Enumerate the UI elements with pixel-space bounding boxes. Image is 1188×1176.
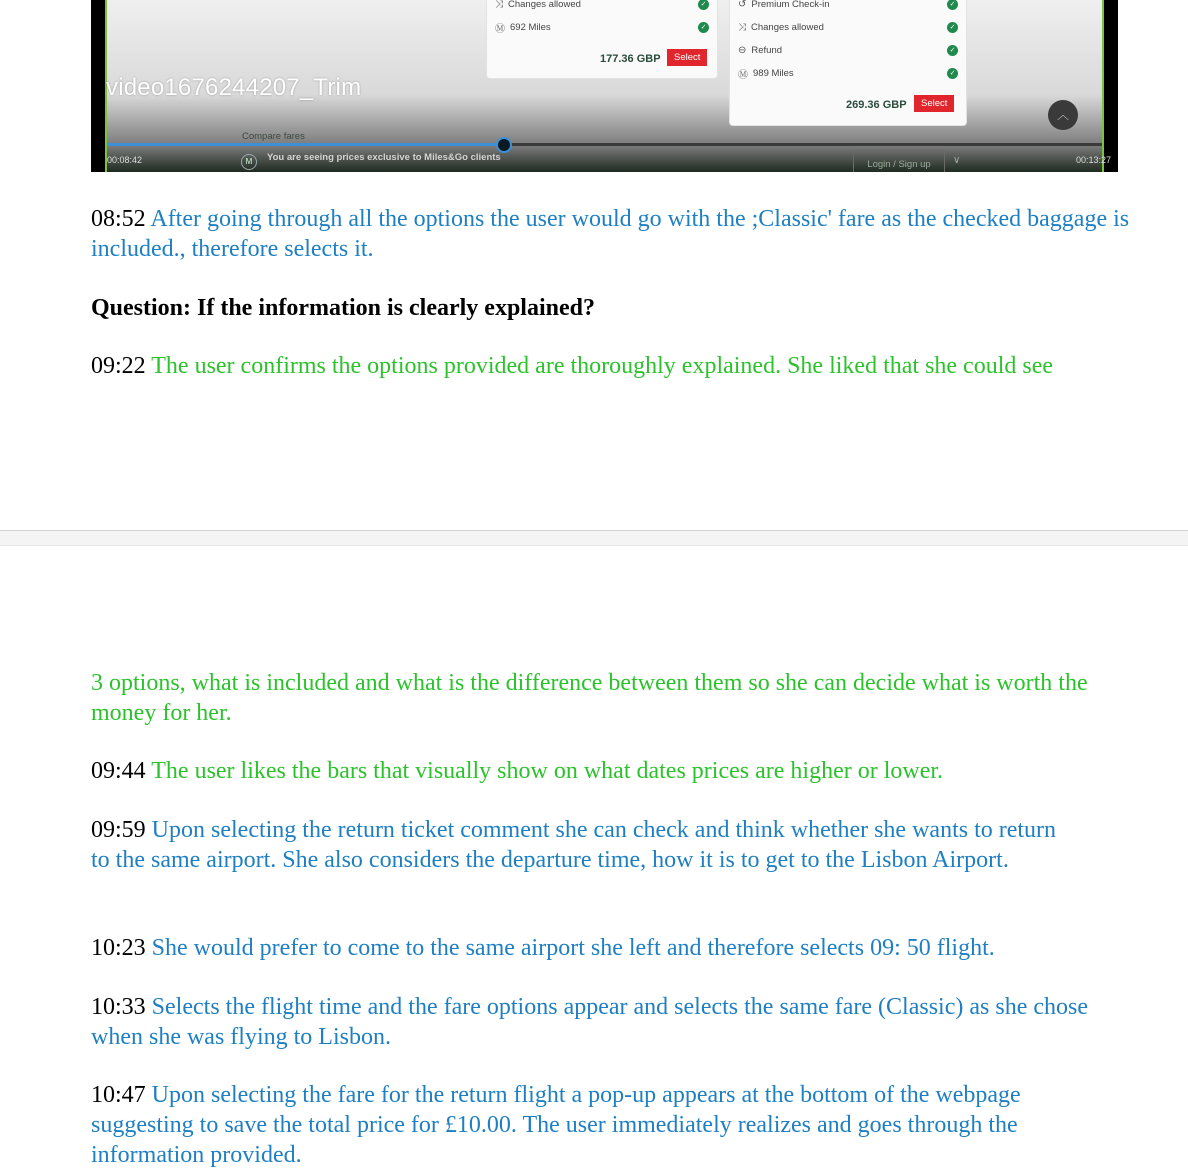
note-text: After going through all the options the user would go with the ;Classic' fare as the checked baggage is included., therefore selects it. [91, 206, 1130, 262]
fare-row [495, 0, 709, 11]
fare-price: 177.36 GBP [600, 53, 661, 65]
fare-row-label: Changes allowed [751, 21, 824, 33]
fare-card-left [486, 0, 718, 79]
fare-card-right [729, 0, 967, 126]
fare-row [738, 66, 958, 80]
select-fare-button[interactable]: Select [667, 49, 707, 66]
check-icon: ✓ [947, 45, 958, 56]
note-text: 3 options, what is included and what is the difference between them so she can decide what is worth the money for her. [91, 670, 1088, 726]
video-title: video1676244207_Trim [106, 74, 362, 101]
video-progress-track[interactable] [107, 143, 1102, 146]
note-text: Upon selecting the fare for the return flight a pop-up appears at the bottom of the webpage suggesting to save the total price for £10.00. The user immediately realizes and goes through the information provided. [91, 1082, 1021, 1168]
fare-row [738, 0, 958, 11]
note-1033 [91, 992, 1131, 1052]
note-text: The user confirms the options provided are thoroughly explained. She liked that she could see [151, 353, 1054, 379]
fare-row-label: 692 Miles [510, 21, 551, 33]
fare-row [738, 43, 958, 57]
fare-row-label: Changes allowed [508, 0, 581, 10]
fare-row-label: 989 Miles [753, 67, 794, 79]
note-0922 [91, 351, 1131, 381]
check-icon: ✓ [947, 0, 958, 10]
note-timestamp: 10:47 [91, 1082, 146, 1108]
note-timestamp: 09:44 [91, 758, 146, 784]
note-timestamp: 09:22 [91, 353, 146, 379]
check-icon: ✓ [947, 68, 958, 79]
shuffle-icon: ⤨ [495, 0, 503, 10]
page-break [0, 530, 1188, 546]
fare-row-label: Premium Check-in [751, 0, 830, 10]
video-progress-handle[interactable] [496, 137, 512, 153]
question-heading: Question: If the information is clearly explained? [91, 295, 595, 321]
exclusive-notice: You are seeing prices exclusive to Miles&Go clients [267, 152, 501, 163]
fare-row [495, 20, 709, 34]
check-icon: ✓ [698, 22, 709, 33]
note-timestamp: 08:52 [91, 206, 146, 232]
refund-icon: ⊖ [738, 44, 747, 56]
video-progress-fill [107, 143, 510, 146]
note-text: The user likes the bars that visually show on what dates prices are higher or lower. [151, 758, 944, 784]
note-timestamp: 10:23 [91, 935, 146, 961]
fare-row [738, 20, 958, 34]
shuffle-icon: ⤨ [738, 21, 746, 33]
note-timestamp: 10:33 [91, 994, 146, 1020]
fare-price: 269.36 GBP [846, 99, 907, 111]
current-time: 00:08:42 [107, 155, 143, 165]
check-icon: ✓ [947, 22, 958, 33]
note-continued [91, 668, 1131, 728]
note-0944 [91, 756, 1131, 786]
note-0959 [91, 815, 1071, 875]
note-timestamp: 09:59 [91, 817, 146, 843]
compare-fares-label: Compare fares [242, 131, 305, 142]
fare-row-label: Refund [751, 44, 783, 56]
miles-badge-icon: M [241, 154, 257, 170]
video-edge-right [1102, 0, 1104, 172]
checkin-icon: ↺ [738, 0, 747, 10]
note-text: Upon selecting the return ticket comment she can check and think whether she wants to return to the same airport. She also considers the departure time, how it is to get to the Lisbon Airport. [91, 817, 1057, 873]
select-fare-button[interactable]: Select [914, 95, 954, 112]
note-text: Selects the flight time and the fare options appear and selects the same fare (Classic) as she chose when she was flying to Lisbon. [91, 994, 1088, 1050]
miles-icon: Ⓜ [738, 69, 748, 81]
total-time: 00:13:27 [1075, 155, 1111, 165]
note-text: She would prefer to come to the same airport she left and therefore selects 09: 50 flight. [151, 935, 995, 961]
miles-icon: Ⓜ [495, 23, 505, 35]
chevron-down-icon[interactable]: ∨ [953, 155, 961, 166]
note-1023 [91, 933, 1131, 963]
login-signup-button[interactable]: Login / Sign up [853, 150, 945, 172]
check-icon: ✓ [698, 0, 709, 10]
scroll-up-icon[interactable]: ︿ [1048, 100, 1078, 130]
video-player[interactable] [91, 0, 1118, 172]
note-0852 [91, 204, 1131, 264]
note-1047 [91, 1080, 1101, 1170]
